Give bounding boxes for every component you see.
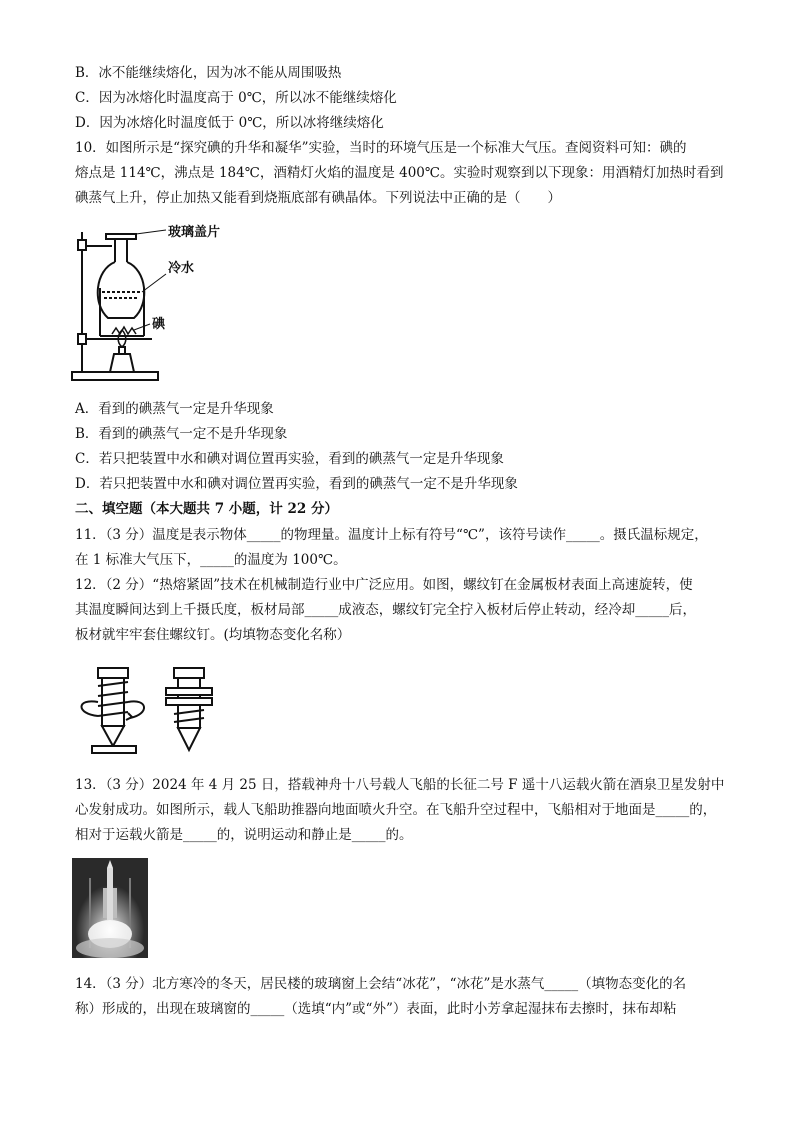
q11-line-1: 11．（3 分）温度是表示物体_____的物理量。温度计上标有符号“℃”，该符号读作_____。摄氏温标规定， (75, 527, 708, 543)
q10-stem-line-1: 10．如图所示是“探究碘的升华和凝华”实验，当时的环境气压是一个标准大气压。查阅资料可知：碘的 (75, 140, 687, 156)
q13-line-1: 13．（3 分）2024 年 4 月 25 日，搭载神舟十八号载人飞船的长征二号 F 遥十八运载火箭在酒泉卫星发射中 (75, 777, 725, 793)
q13-line-2: 心发射成功。如图所示，载人飞船助推器向地面喷火升空。在飞船升空过程中，飞船相对于地面是_____的， (75, 802, 717, 818)
q11-line-2: 在 1 标准大气压下，_____的温度为 100℃。 (75, 552, 347, 568)
q9-option-d: D．因为冰熔化时温度低于 0℃，所以冰将继续熔化 (75, 115, 384, 131)
q13-line-3: 相对于运载火箭是_____的，说明运动和静止是_____的。 (75, 827, 413, 843)
section-title-fill-in: 二、填空题（本大题共 7 小题，计 22 分） (75, 501, 338, 517)
q14-line-2: 称）形成的，出现在玻璃窗的_____（选填“内”或“外”）表面，此时小芳拿起湿抹布去擦时，抹布却粘 (75, 1001, 677, 1017)
q9-option-c: C．因为冰熔化时温度高于 0℃，所以冰不能继续熔化 (75, 90, 397, 106)
label-cold-water: 冷水 (168, 261, 195, 276)
rocket-launch-photo (72, 858, 148, 958)
q9-option-b: B．冰不能继续熔化，因为冰不能从周围吸热 (75, 65, 342, 81)
q10-stem-line-3: 碘蒸气上升，停止加热又能看到烧瓶底部有碘晶体。下列说法中正确的是（ ） (75, 190, 561, 206)
label-iodine: 碘 (152, 317, 166, 332)
q12-line-2: 其温度瞬间达到上千摄氏度，板材局部_____成液态，螺纹钉完全拧入板材后停止转动，经冷却_____后， (75, 602, 696, 618)
q10-option-a: A．看到的碘蒸气一定是升华现象 (75, 401, 274, 417)
q10-option-c: C．若只把装置中水和碘对调位置再实验，看到的碘蒸气一定是升华现象 (75, 451, 504, 467)
label-glass-lid: 玻璃盖片 (168, 225, 221, 240)
iodine-sublimation-apparatus-figure (70, 222, 250, 384)
q10-option-d: D．若只把装置中水和碘对调位置再实验，看到的碘蒸气一定不是升华现象 (75, 476, 518, 492)
thermal-screw-figure (70, 658, 230, 758)
q14-line-1: 14．（3 分）北方寒冷的冬天，居民楼的玻璃窗上会结“冰花”，“冰花”是水蒸气_____（填物态变化的名 (75, 976, 687, 992)
q12-line-3: 板材就牢牢套住螺纹钉。(均填物态变化名称） (75, 627, 351, 643)
q10-stem-line-2: 熔点是 114℃，沸点是 184℃，酒精灯火焰的温度是 400℃。实验时观察到以下现象：用酒精灯加热时看到 (75, 165, 724, 181)
q12-line-1: 12．（2 分）“热熔紧固”技术在机械制造行业中广泛应用。如图，螺纹钉在金属板材表面上高速旋转，使 (75, 577, 693, 593)
q10-option-b: B．看到的碘蒸气一定不是升华现象 (75, 426, 288, 442)
